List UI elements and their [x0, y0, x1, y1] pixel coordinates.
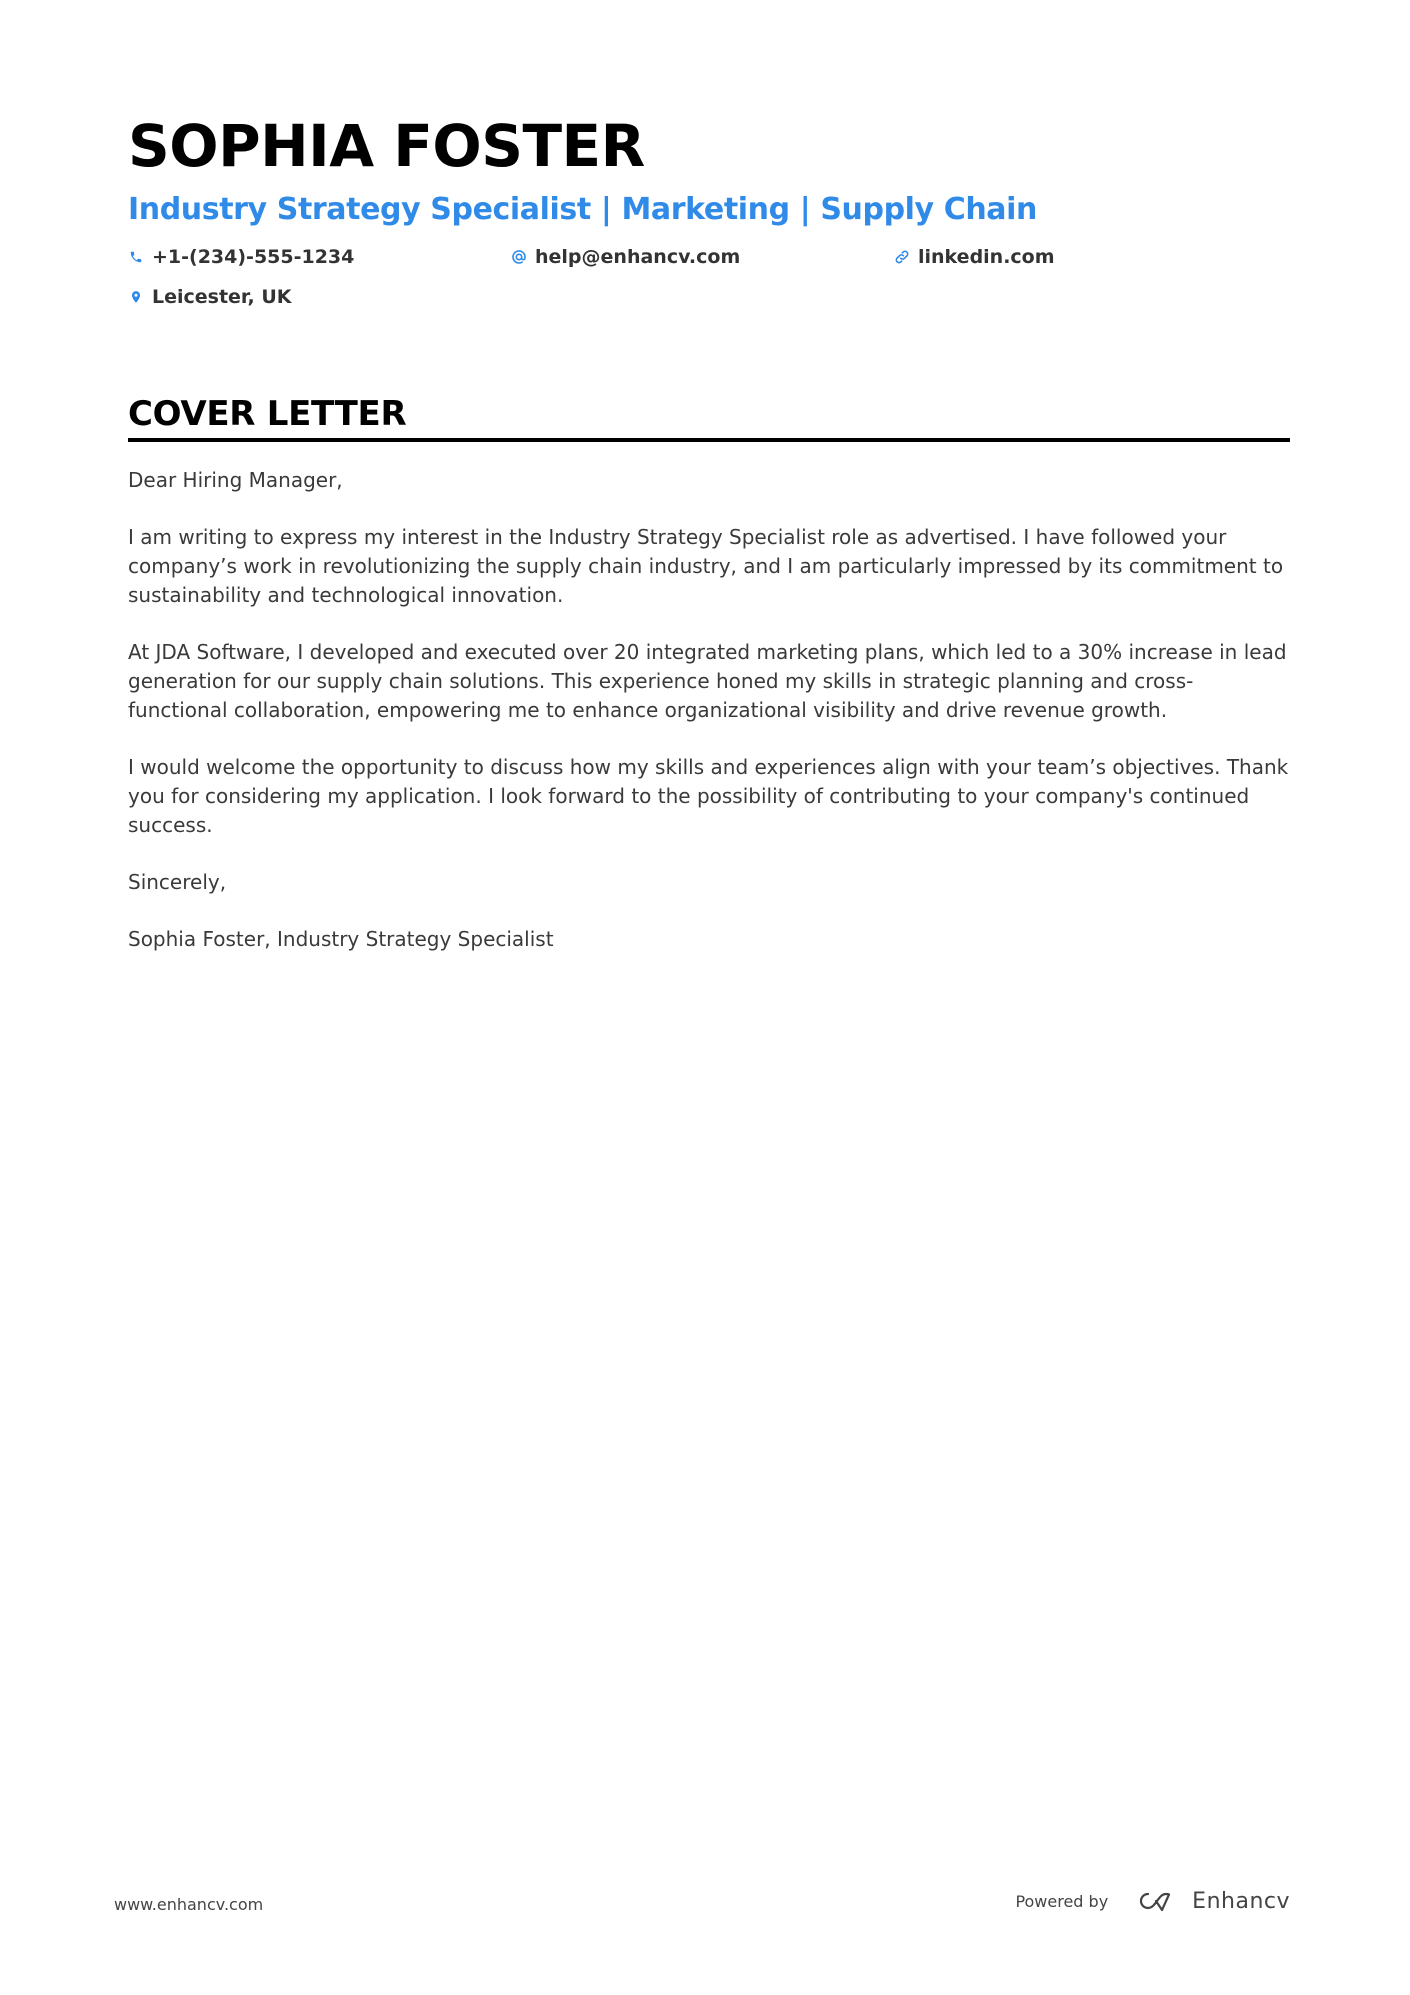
contact-location	[128, 282, 511, 312]
footer-website[interactable]: www.enhancv.com	[114, 1895, 264, 1914]
map-pin-icon	[128, 288, 144, 306]
letter-paragraph: I am writing to express my interest in the Industry Strategy Specialist role as advertised. I have followed your company’s work in revolutionizing the supply chain industry, and I am particularly impressed by its commitment to sustainability and technological innovation.	[128, 525, 1284, 607]
enhancv-logo-icon	[1134, 1888, 1180, 1914]
candidate-name: SOPHIA FOSTER	[128, 112, 645, 180]
powered-by-label: Powered by	[1015, 1891, 1109, 1911]
letter-body	[128, 466, 1290, 954]
at-icon	[511, 248, 527, 266]
letter-greeting: Dear Hiring Manager,	[128, 468, 343, 492]
link-icon	[894, 248, 910, 266]
resume-header	[128, 108, 1290, 312]
phone-icon	[128, 248, 144, 266]
contact-phone	[128, 242, 511, 272]
email-text: help@enhancv.com	[535, 246, 741, 268]
footer-branding	[1015, 1888, 1290, 1914]
section-title: COVER LETTER	[128, 394, 407, 434]
brand-name: Enhancv	[1192, 1888, 1290, 1914]
letter-paragraph: At JDA Software, I developed and executed over 20 integrated marketing plans, which led to a 30% increase in lead generation for our supply chain solutions. This experience honed my skills in strategic planning and cross-functional collaboration, empowering me to enhance organizational visibility and drive revenue growth.	[128, 640, 1287, 722]
cover-letter-section	[128, 392, 1290, 982]
contact-info	[128, 242, 1290, 312]
link-text: linkedin.com	[918, 246, 1055, 268]
section-divider	[128, 438, 1290, 442]
contact-email	[511, 242, 894, 272]
phone-text: +1-(234)-555-1234	[152, 246, 355, 268]
contact-link	[894, 242, 1277, 272]
letter-closing: Sincerely,	[128, 870, 227, 894]
letter-signature: Sophia Foster, Industry Strategy Specialist	[128, 927, 554, 951]
candidate-headline: Industry Strategy Specialist | Marketing | Supply Chain	[128, 192, 1037, 227]
location-text: Leicester, UK	[152, 286, 292, 308]
letter-paragraph: I would welcome the opportunity to discuss how my skills and experiences align with your team’s objectives. Thank you for considering my application. I look forward to the possibility of contributing to your company's continued success.	[128, 755, 1289, 837]
